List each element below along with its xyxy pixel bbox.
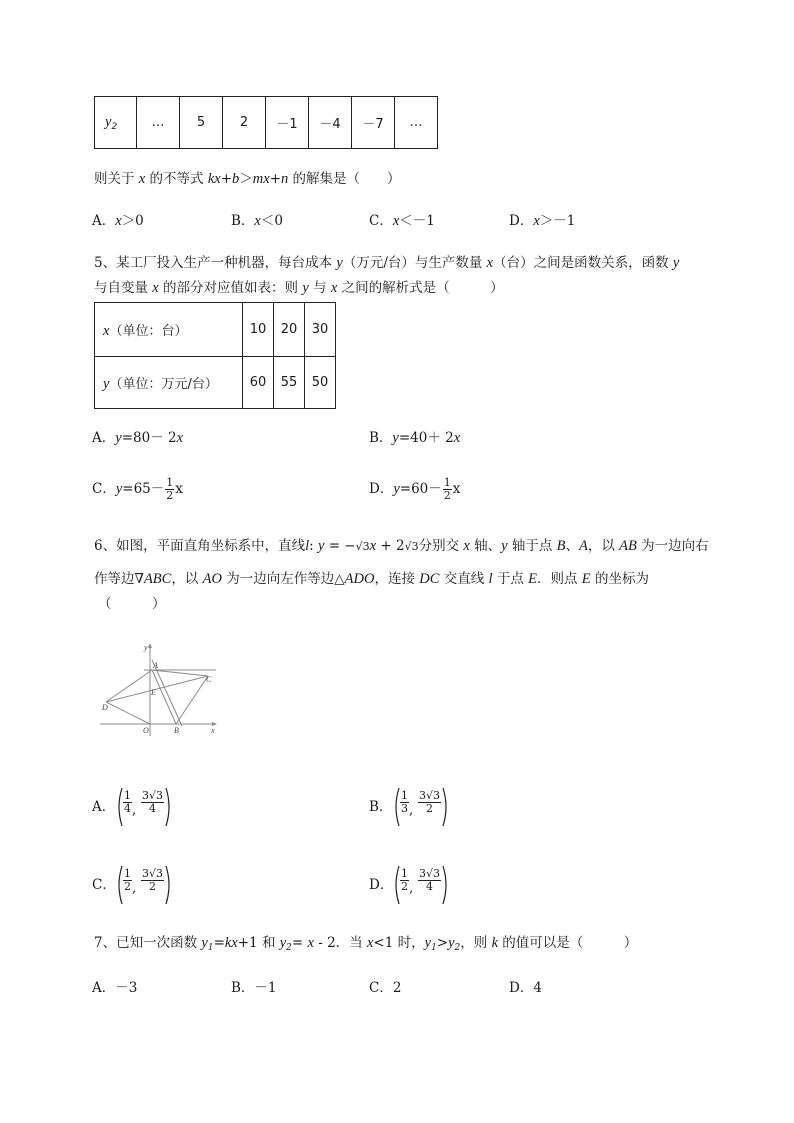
fraction: $\frac{1}{2}$: [443, 476, 451, 502]
label-c: C: [206, 675, 212, 684]
q5-option-b[interactable]: B．y=40＋ 2x: [369, 430, 461, 446]
table-cell: －7: [352, 97, 395, 149]
segment-ad: [106, 670, 152, 702]
question-6-stem-line1: 6、如图，平面直角坐标系中，直线l: y = −√3x + 2√3分别交 x 轴、y 轴于点 B、A，以 AB 为一边向右: [94, 538, 709, 554]
right-paren-icon: [164, 786, 172, 828]
table-cell: 60: [243, 357, 274, 409]
table-cell: 10: [243, 303, 274, 357]
segment-do: [106, 702, 150, 724]
option-a[interactable]: A．x＞0: [92, 213, 144, 229]
q5-option-a[interactable]: A．y=80－ 2x: [92, 430, 183, 446]
table-cell: …: [395, 97, 438, 149]
q5-option-c[interactable]: C．y=65－ $\frac{1}{2}$ x: [92, 476, 183, 502]
label-d: D: [102, 703, 108, 712]
right-paren-icon: [441, 864, 449, 906]
segment-ac: [152, 670, 208, 676]
q7-option-b[interactable]: B．－1: [231, 980, 277, 996]
right-paren-icon: [441, 786, 449, 828]
segment-ab: [152, 670, 176, 724]
question-5-stem-line2: 与自变量 x 的部分对应值如表：则 y 与 x 之间的解析式是（ ）: [94, 280, 504, 296]
table-cell: 5: [180, 97, 223, 149]
row-label-x: x（单位：台）: [95, 303, 243, 357]
option-d[interactable]: D．x＞－1: [509, 213, 576, 229]
fraction: $\frac{1}{2}$: [166, 476, 174, 502]
table-cell: 55: [274, 357, 305, 409]
row-label-y: y（单位：万元/台）: [95, 357, 243, 409]
question-6-stem-line2: 作等边∇ABC，以 AO 为一边向左作等边△ADO，连接 DC 交直线 l 于点 E．则点 E 的坐标为: [94, 571, 649, 587]
table-cell: 20: [274, 303, 305, 357]
table-row-label: $y_2$: [95, 97, 137, 149]
right-paren-icon: [164, 864, 172, 906]
question-5-stem-line1: 5、某工厂投入生产一种机器，每台成本 y（万元/台）与生产数量 x（台）之间是函数关系，函数 y: [94, 255, 680, 271]
question-7-stem: 7、已知一次函数 $y_1=kx+1$ 和 $y_2= x - 2$．当 x<1 时，$y_1>y_2$，则 k 的值可以是（ ）: [94, 935, 638, 953]
y-arrow-icon: [148, 643, 152, 648]
table-cell: …: [137, 97, 180, 149]
q7-option-d[interactable]: D．4: [509, 980, 542, 996]
values-table-y2: [94, 96, 438, 149]
option-b[interactable]: B．x＜0: [231, 213, 283, 229]
coordinate-figure: [96, 640, 220, 740]
label-y: y: [144, 643, 148, 652]
label-e: E: [151, 688, 156, 697]
option-c[interactable]: C．x＜－1: [369, 213, 435, 229]
table-cell: －1: [266, 97, 309, 149]
table-cell: 2: [223, 97, 266, 149]
q7-option-c[interactable]: C．2: [369, 980, 402, 996]
question-4-stem: 则关于 x 的不等式 kx+b＞mx+n 的解集是（ ）: [94, 171, 401, 187]
table-cell: －4: [309, 97, 352, 149]
table-cell: 30: [305, 303, 336, 357]
table-cell: 50: [305, 357, 336, 409]
question-6-answer-blank: （ ）: [98, 596, 166, 612]
label-a: A: [153, 661, 158, 670]
label-o: O: [143, 726, 149, 735]
label-b: B: [174, 726, 179, 735]
label-x: x: [211, 726, 215, 735]
q7-option-a[interactable]: A．－3: [92, 980, 138, 996]
q5-option-d[interactable]: D．y=60－ $\frac{1}{2}$ x: [369, 476, 461, 502]
production-cost-table: [94, 302, 336, 409]
